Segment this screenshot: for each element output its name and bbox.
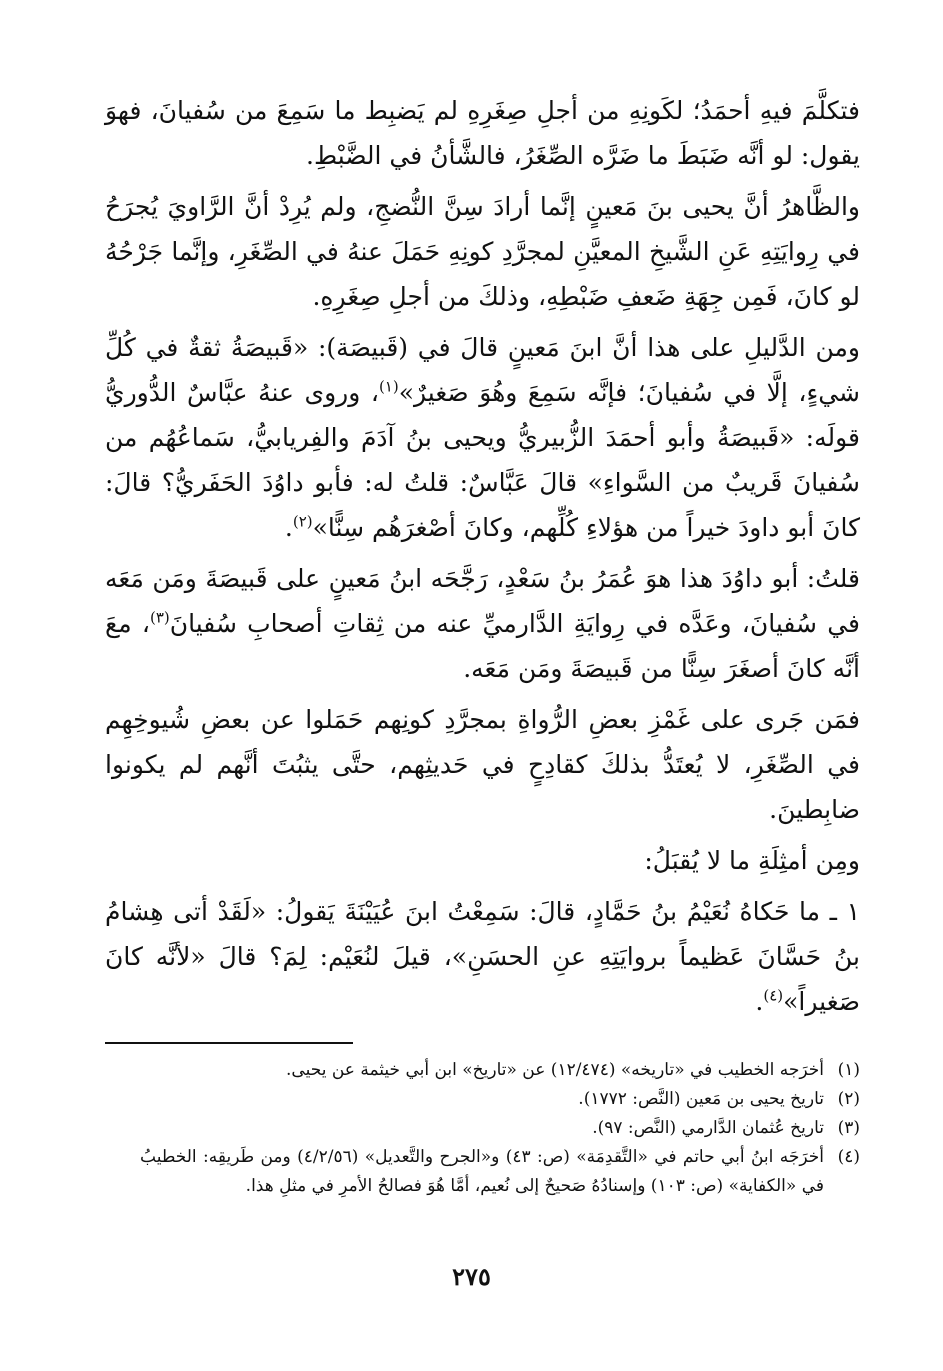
paragraph	[105, 556, 860, 691]
paragraph-text: فتكلَّمَ فيهِ أحمَدُ؛ لكَونِهِ من أجلِ صِغَرِهِ لم يَضبِط ما سَمِعَ من سُفيانَ، فهوَ يقول: لو أنَّه ضَبَطَ ما ضَرَّه الصِّغَرُ، فالشَّأنُ في الضَّبْطِ.	[105, 96, 860, 170]
paragraph-text: قلتُ: أبو داوُدَ هذا هوَ عُمَرُ بنُ سَعْدٍ، رَجَّحَه ابنُ مَعينٍ على قَبيصَةَ ومَن مَعَه في سُفيانَ، وعَدَّه في رِوايَةِ الدَّارميِّ عنه من ثِقاتِ أصحابِ سُفيانَ	[105, 564, 860, 638]
paragraph-text: .	[284, 513, 293, 542]
footnote-number: (١)	[837, 1060, 860, 1080]
footnote-number: (٣)	[837, 1118, 860, 1138]
main-text	[105, 88, 860, 1024]
footnote-reference: (٣)	[150, 608, 170, 627]
paragraph-text: ١ ـ ما حَكاهُ نُعَيْمُ بنُ حَمَّادٍ، قالَ: سَمِعْتُ ابنَ عُيَيْنَةَ يَقولُ: «لَقَدْ أتى هِشامُ بنُ حَسَّانَ عَظيماً بروايَتِهِ عنِ الحسَنِ»، قيلَ لنُعَيْم: لِمَ؟ قالَ «لأنَّه كانَ صَغيراً»	[105, 897, 860, 1016]
footnote-item	[140, 1143, 860, 1201]
footnote-text: أخرَجه الخطيب في «تاريخه» (١٢/٤٧٤) عن «تاريخ» ابن أبي خيثمة عن يحيى.	[286, 1060, 824, 1080]
footnote-text: تاريخ يحيى بن مَعين (النَّص: ١٧٧٢).	[578, 1089, 824, 1109]
paragraph	[105, 889, 860, 1024]
footnote-reference: (٢)	[292, 512, 313, 531]
paragraph	[105, 838, 860, 883]
paragraph-text: والظَّاهرُ أنَّ يحيى بنَ مَعينٍ إنَّما أرادَ سِنَّ النُّضجِ، ولم يُرِدْ أنَّ الرَّاويَ يُجرَحُ في رِوايَتِهِ عَنِ الشَّيخِ المعيَّنِ لمجرَّدِ كونِهِ حَمَلَ عنهُ في الصِّغَرِ، وإنَّما جَرْحُهُ لو كانَ، فَمِن جِهَةِ ضَعفِ ضَبْطِهِ، وذلكَ من أجلِ صِغَرِهِ.	[105, 192, 861, 311]
footnote-item	[140, 1114, 860, 1143]
paragraph	[105, 184, 860, 319]
footnote-reference: (١)	[378, 377, 399, 396]
footnote-number: (٢)	[837, 1089, 860, 1109]
footnotes	[140, 1056, 860, 1201]
paragraph-text: ومن الدَّليلِ على هذا أنَّ ابنَ مَعينٍ قالَ في (قَبيصَة): «قَبيصَةُ ثقةٌ في كُلِّ شيءٍ، إلَّا في سُفيانَ؛ فإنَّه سَمِعَ وهُوَ صَغيرٌ»	[105, 333, 860, 407]
paragraph-text: .	[755, 987, 764, 1016]
footnote-text: أخرَجَه ابنُ أبي حاتم في «التَّقدِمَة» (ص: ٤٣) و«الجرح والتَّعديل» (٤/٢/٥٦) ومن طَريقِه: الخطيبُ في «الكفاية» (ص: ١٠٣) وإسنادُهُ صَحيحٌ إلى نُعيم، أمَّا هُوَ فصالحُ الأمرِ في مثلِ هذا.	[140, 1147, 825, 1196]
footnote-number: (٤)	[837, 1147, 860, 1167]
paragraph	[105, 88, 860, 178]
footnote-reference: (٤)	[763, 986, 784, 1005]
footnote-item	[140, 1056, 860, 1085]
footnote-text: تاريخ عُثمان الدَّارمي (النَّص: ٩٧).	[592, 1118, 824, 1138]
paragraph	[105, 697, 860, 832]
paragraph-text: ومِن أمثِلَةِ ما لا يُقبَلُ:	[644, 846, 860, 875]
footnote-item	[140, 1085, 860, 1114]
page-number: ٢٧٥	[452, 1262, 491, 1291]
paragraph-text: ، وروى عنهُ عبَّاسٌ الدُّوريُّ قولَه: «قَبيصَةُ وأبو أحمَدَ الزُّبيريُّ ويحيى بنُ آدَمَ والفِريابيُّ، سَماعُهُم من سُفيانَ قَريبٌ من السَّواءِ» قالَ عَبَّاسٌ: قلتُ له: فأبو داوُدَ الحَفَريُّ؟ قالَ: كانَ أبو داودَ خيراً من هؤلاءِ كُلِّهم، وكانَ أصْغرَهُم سِنًّا»	[105, 378, 860, 542]
footnote-separator	[105, 1042, 353, 1044]
paragraph-text: ، معَ أنَّه كانَ أصغَرَ سِنًّا من قَبيصَةَ ومَن مَعَه.	[105, 609, 860, 683]
paragraph-text: فمَن جَرى على غَمْزِ بعضِ الرُّواةِ بمجرَّدِ كونِهم حَمَلوا عن بعضِ شُيوخِهِم في الصِّغَرِ، لا يُعتَدُّ بذلكَ كقادِحٍ في حَديثِهم، حتَّى يثبُتَ أنَّهم لم يكونوا ضابِطينَ.	[105, 705, 860, 824]
page-body	[105, 88, 860, 1201]
paragraph	[105, 325, 860, 550]
